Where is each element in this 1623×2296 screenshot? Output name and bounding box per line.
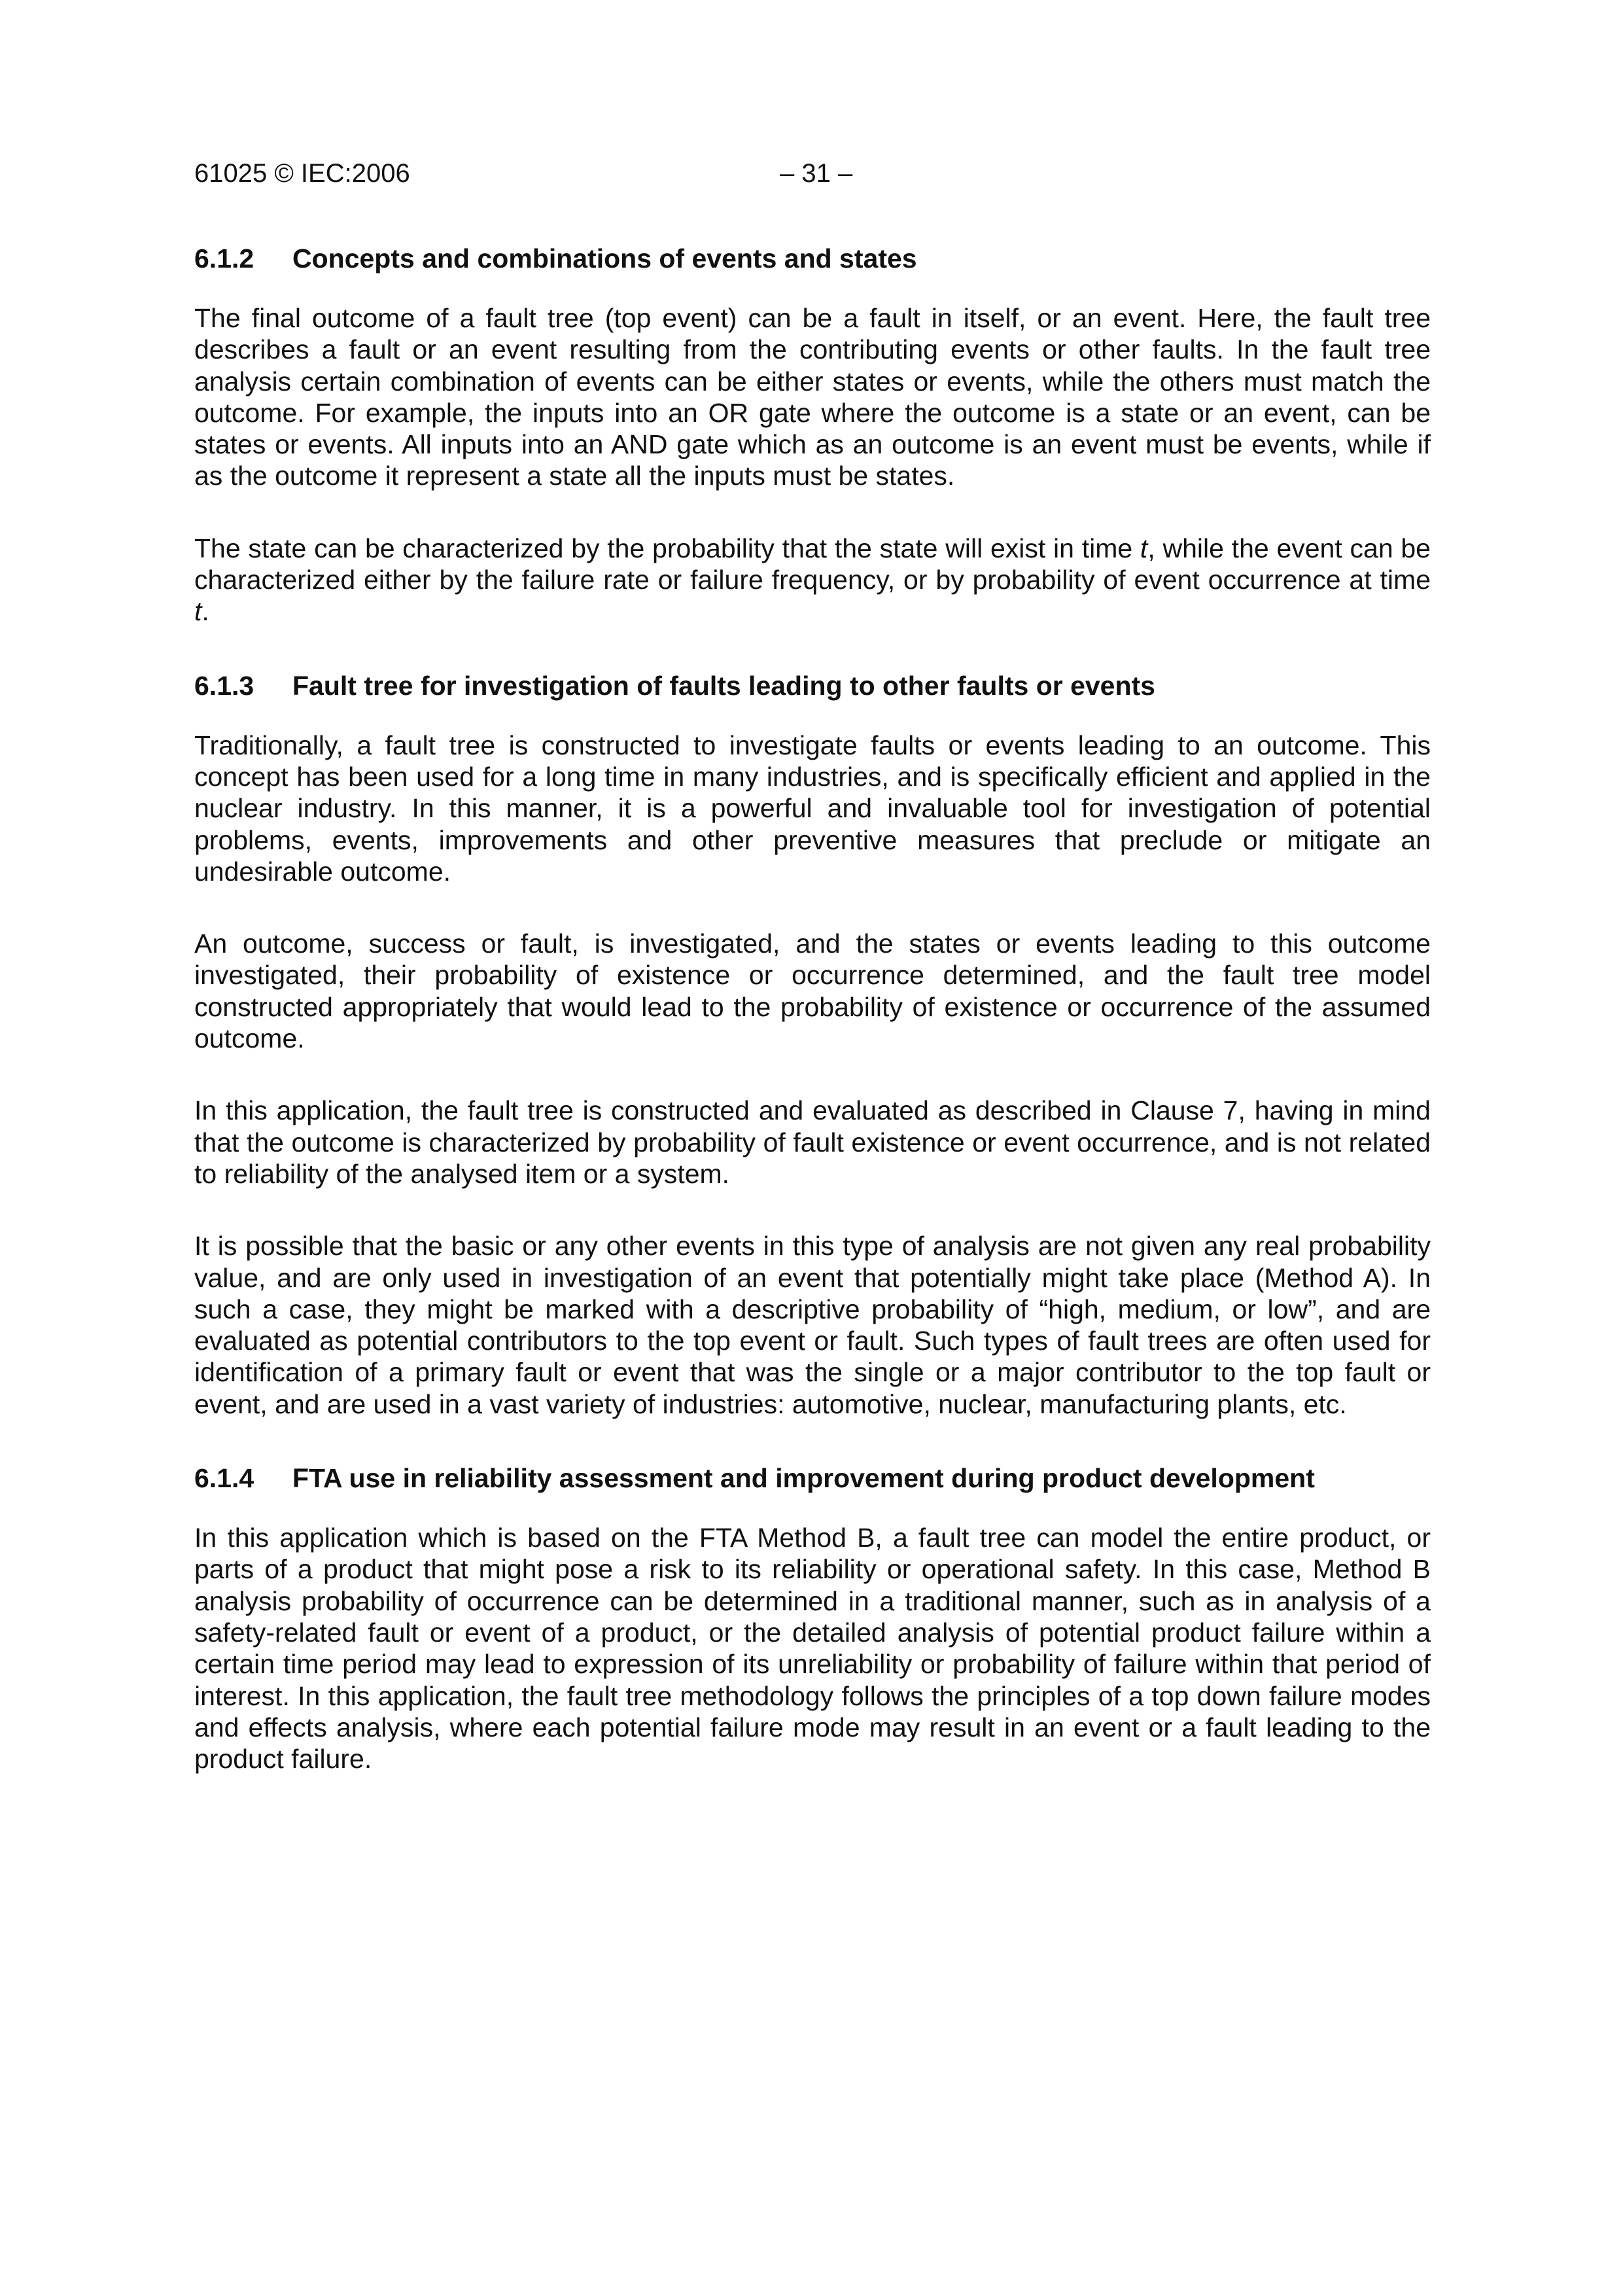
section-number: 6.1.3 bbox=[194, 670, 254, 701]
section-heading bbox=[194, 668, 1431, 703]
document-id: 61025 © IEC:2006 bbox=[194, 159, 410, 188]
paragraph: An outcome, success or fault, is investigated, and the states or events leading to this outcome investigated, their probability of existence or occurrence determined, and the fault tree model constructed appropriately that would lead to the probability of existence or occurrence of the assumed outcome. bbox=[194, 928, 1431, 1054]
paragraph-text: The state can be characterized by the probability that the state will exist in time bbox=[194, 533, 1140, 563]
paragraph-text: . bbox=[201, 596, 209, 627]
section-title: Fault tree for investigation of faults leading to other faults or events bbox=[292, 670, 1155, 701]
page-content bbox=[194, 241, 1431, 1815]
section-6-1-2 bbox=[194, 241, 1431, 627]
paragraph: In this application, the fault tree is constructed and evaluated as described in Clause 7, having in mind that the outcome is characterized by probability of fault existence or event occurrence, and is not related to reliability of the analysed item or a system. bbox=[194, 1095, 1431, 1189]
section-6-1-3 bbox=[194, 668, 1431, 1420]
section-title: FTA use in reliability assessment and improvement during product development bbox=[292, 1463, 1315, 1494]
paragraph: In this application which is based on the FTA Method B, a fault tree can model the entire product, or parts of a product that might pose a risk to its reliability or operational safety. In this case, Method B analysis probability of occurrence can be determined in a traditional manner, such as in analysis of a safety-related fault or event of a product, or the detailed analysis of potential product failure within a certain time period may lead to expression of its unreliability or probability of failure within that period of interest. In this application, the fault tree methodology follows the principles of a top down failure modes and effects analysis, where each potential failure mode may result in an event or a fault leading to the product failure. bbox=[194, 1523, 1431, 1775]
paragraph: The final outcome of a fault tree (top event) can be a fault in itself, or an event. Here, the fault tree describes a fault or an event resulting from the contributing events or other faults. In the fault tree analysis certain combination of events can be either states or events, while the others must match the outcome. For example, the inputs into an OR gate where the outcome is a state or an event, can be states or events. All inputs into an AND gate which as an outcome is an event must be events, while if as the outcome it represent a state all the inputs must be states. bbox=[194, 303, 1431, 491]
paragraph: Traditionally, a fault tree is constructed to investigate faults or events leading to an outcome. This concept has been used for a long time in many industries, and is specifically efficient and applied in the nuclear industry. In this manner, it is a powerful and invaluable tool for investigation of potential problems, events, improvements and other preventive measures that preclude or mitigate an undesirable outcome. bbox=[194, 730, 1431, 887]
paragraph: It is possible that the basic or any other events in this type of analysis are not given any real probability value, and are only used in investigation of an event that potentially might take place (Method A). In such a case, they might be marked with a descriptive probability of “high, medium, or low”, and are evaluated as potential contributors to the top event or fault. Such types of fault trees are often used for identification of a primary fault or event that was the single or a major contributor to the top fault or event, and are used in a vast variety of industries: automotive, nuclear, manufacturing plants, etc. bbox=[194, 1231, 1431, 1419]
section-heading bbox=[194, 1460, 1431, 1496]
section-6-1-4 bbox=[194, 1460, 1431, 1775]
paragraph bbox=[194, 533, 1431, 627]
italic-variable: t bbox=[194, 596, 202, 627]
italic-variable: t bbox=[1140, 533, 1148, 563]
section-heading bbox=[194, 241, 1431, 276]
page-number: – 31 – bbox=[780, 159, 853, 188]
page-header bbox=[194, 156, 1431, 195]
paragraph-text: , while the event can be characterized either by the failure rate or failure frequency, or by probability of event occurrence at time bbox=[194, 533, 1431, 595]
section-title: Concepts and combinations of events and states bbox=[292, 243, 917, 274]
section-number: 6.1.2 bbox=[194, 243, 254, 274]
section-number: 6.1.4 bbox=[194, 1463, 254, 1494]
